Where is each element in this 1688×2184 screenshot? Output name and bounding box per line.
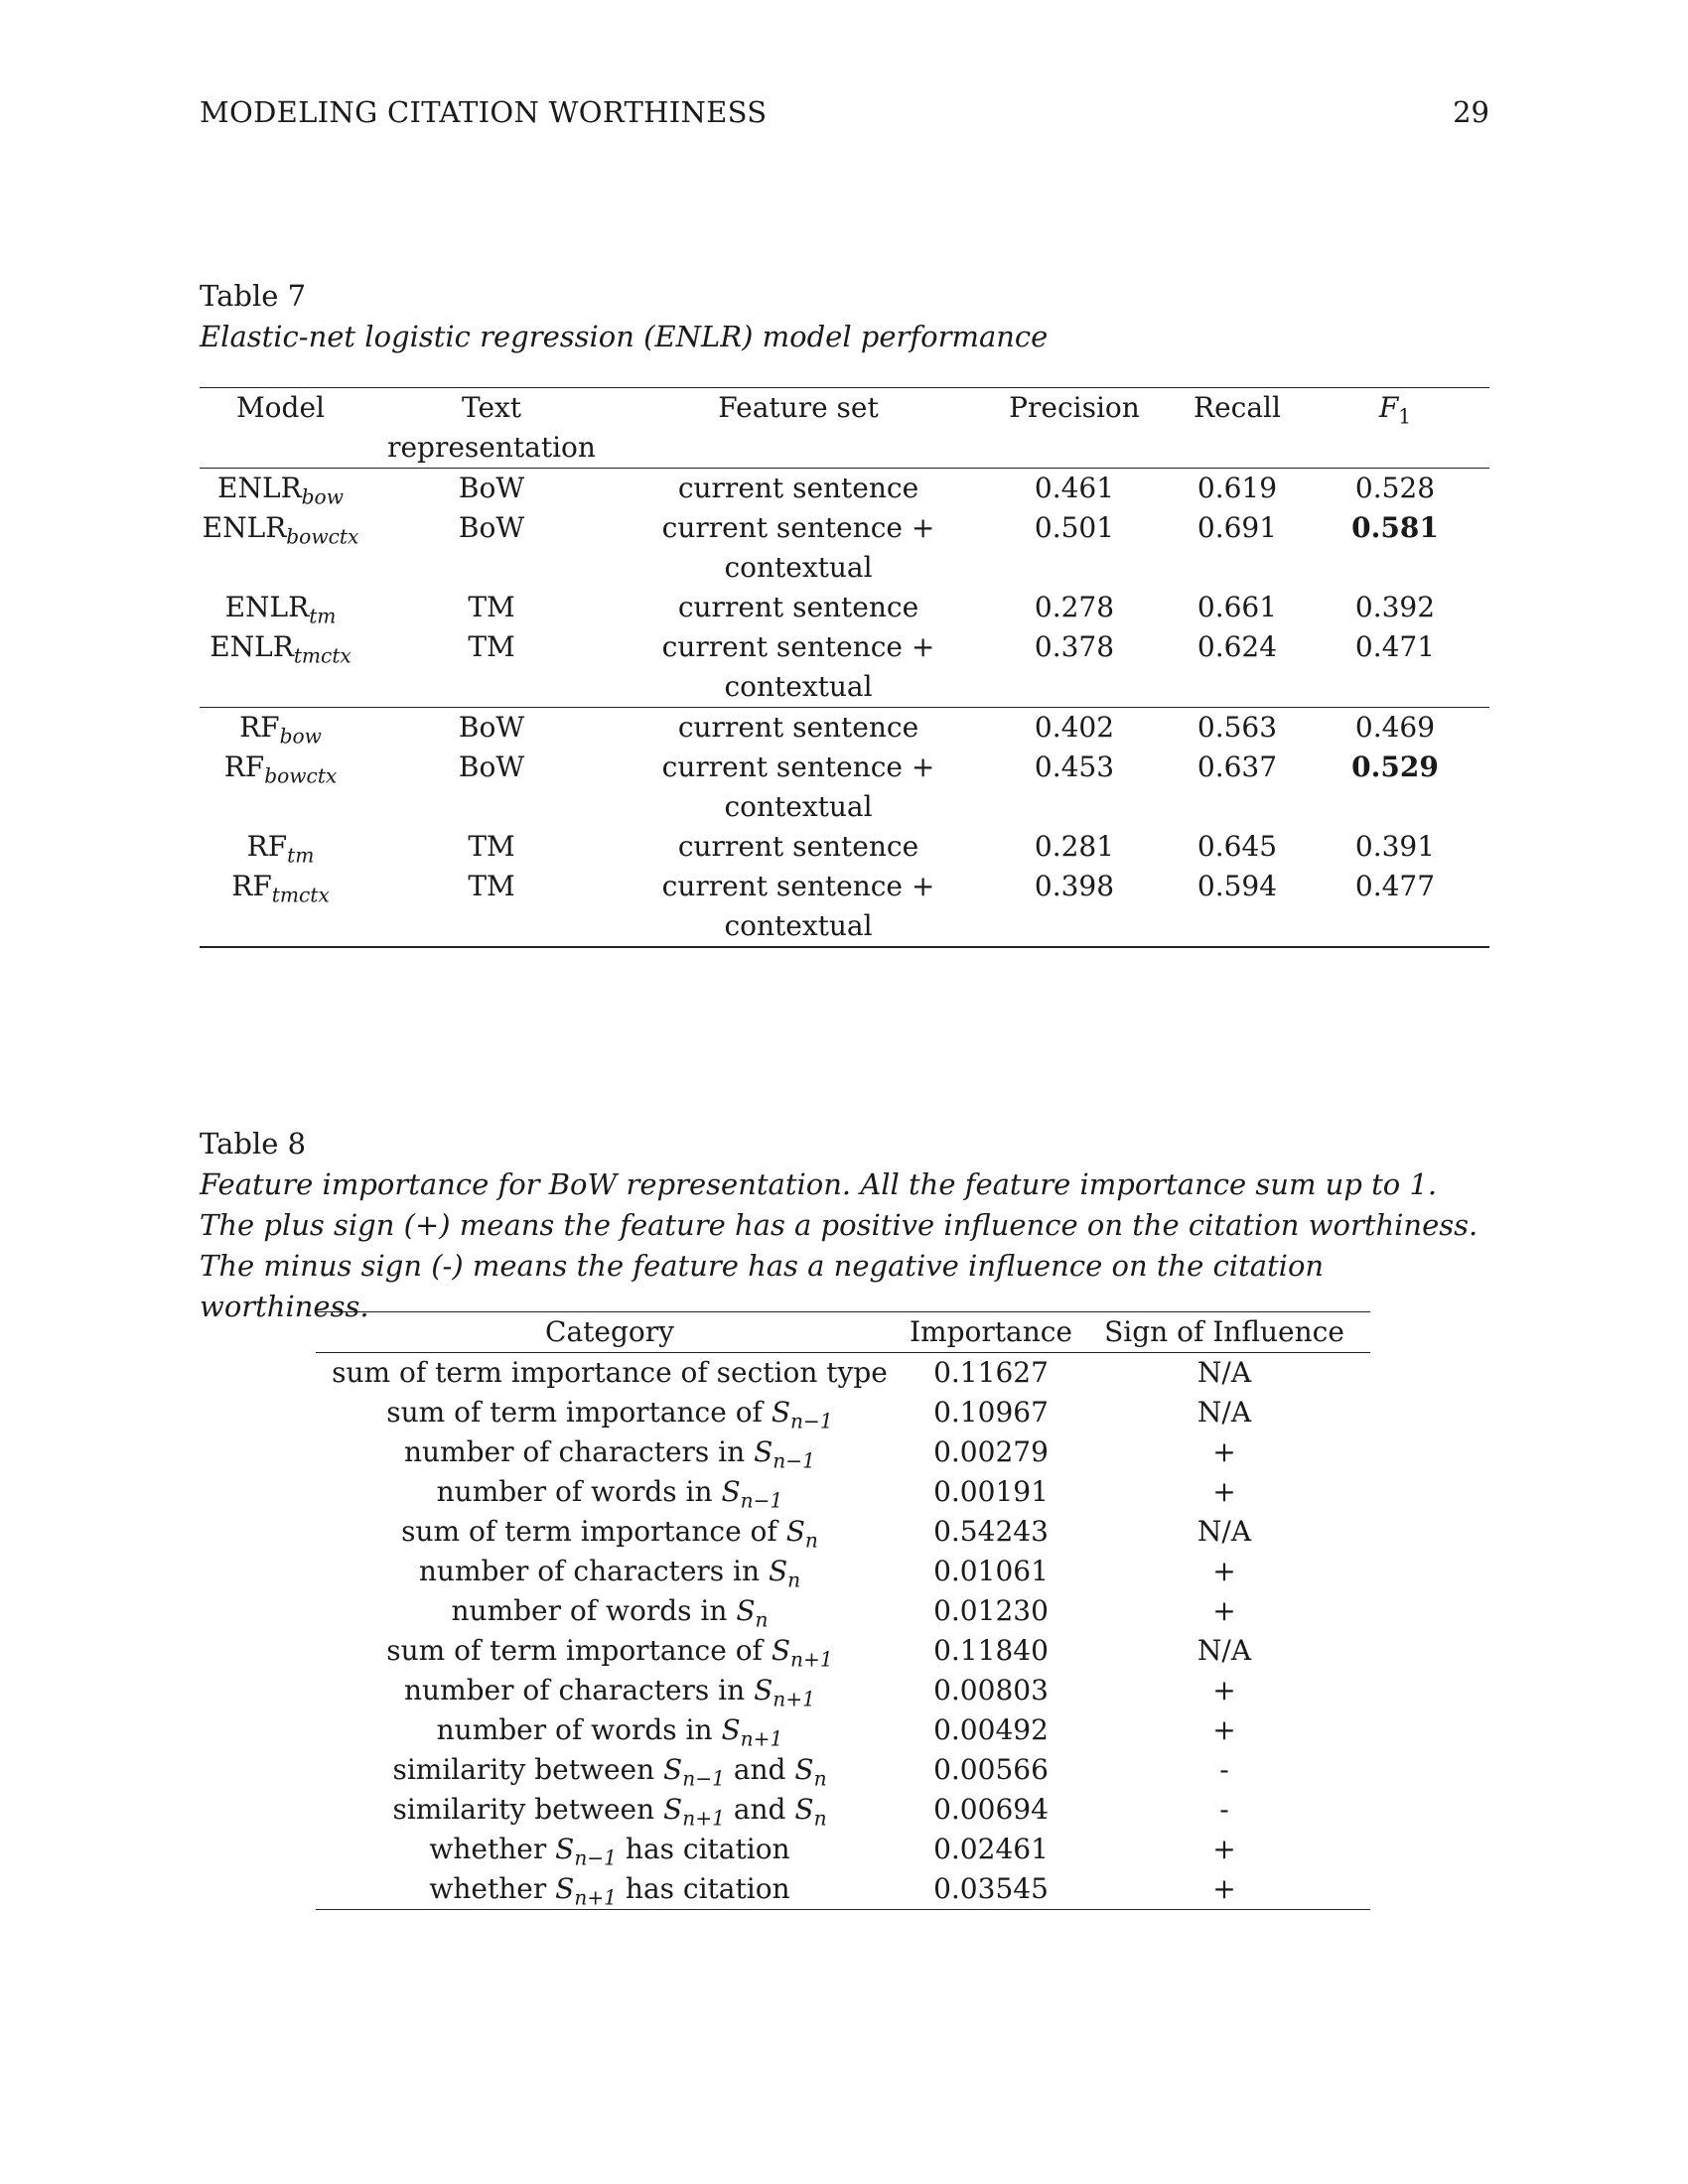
feature-set-line1: current sentence (677, 591, 919, 623)
importance-cell: 0.00566 (933, 1753, 1049, 1786)
feature-set-cell (622, 827, 975, 867)
table7-enlr-group (200, 469, 1489, 708)
precision-cell: 0.402 (975, 708, 1174, 749)
model-name: ENLR (224, 591, 310, 623)
category-text: sum of term importance of (386, 1634, 772, 1667)
recall-cell: 0.691 (1196, 511, 1278, 544)
f1-cell: 0.477 (1301, 867, 1489, 947)
table8-body (316, 1353, 1370, 1910)
sign-cell: N/A (1196, 1634, 1252, 1667)
category-cell (316, 1591, 904, 1631)
sign-cell: + (1078, 1869, 1370, 1910)
model-cell (200, 627, 361, 708)
sentence-symbol: S (663, 1793, 683, 1826)
text-representation-cell: BoW (361, 708, 622, 749)
category-cell (316, 1869, 904, 1910)
f1-cell: 0.391 (1354, 830, 1436, 863)
feature-set-cell (622, 469, 975, 509)
importance-cell: 0.11840 (933, 1634, 1049, 1667)
feature-set-cell (622, 748, 975, 827)
col-model: Model (200, 388, 361, 469)
table8-row (316, 1472, 1370, 1512)
category-cell (316, 1353, 904, 1394)
table8-row (316, 1790, 1370, 1830)
sentence-symbol: S (555, 1872, 575, 1905)
sign-cell: N/A (1196, 1515, 1252, 1548)
model-subscript: tm (309, 604, 337, 628)
sentence-subscript: n (804, 1528, 818, 1553)
feature-set-line1: current sentence + (661, 511, 935, 544)
col-precision: Precision (975, 388, 1174, 469)
category-cell (316, 1393, 904, 1433)
category-text: sum of term importance of (386, 1396, 772, 1429)
precision-cell: 0.278 (1034, 591, 1115, 623)
table8-row (316, 1393, 1370, 1433)
table7-caption (200, 276, 1490, 357)
model-cell (200, 469, 361, 509)
precision-cell: 0.461 (1034, 472, 1115, 504)
col-importance: Importance (904, 1312, 1078, 1353)
importance-cell: 0.02461 (933, 1833, 1049, 1865)
sentence-subscript: n (813, 1766, 827, 1791)
sign-cell: N/A (1196, 1396, 1252, 1429)
sentence-symbol: S (768, 1555, 788, 1587)
category-text: number of characters in (418, 1555, 769, 1587)
sentence-subscript: n+1 (773, 1687, 815, 1711)
model-name: RF (246, 830, 288, 863)
feature-set-line1: current sentence (677, 711, 919, 744)
text-representation-cell: BoW (458, 511, 525, 544)
category-cell (316, 1830, 904, 1869)
table7-row (200, 708, 1489, 749)
category-text-post: has citation (617, 1872, 790, 1905)
f1-cell: 0.528 (1354, 472, 1436, 504)
table8-row (316, 1710, 1370, 1750)
sentence-subscript: n−1 (682, 1766, 725, 1791)
table8-row (316, 1353, 1370, 1394)
category-text: sum of term importance of (401, 1515, 786, 1548)
category-text: number of characters in (404, 1435, 755, 1468)
sentence-subscript: n−1 (740, 1488, 783, 1513)
sentence-symbol: S (663, 1753, 683, 1786)
sign-cell: + (1212, 1833, 1236, 1865)
category-text-mid: and (724, 1753, 795, 1786)
sign-cell: + (1212, 1713, 1236, 1746)
sentence-symbol: S (794, 1753, 814, 1786)
feature-set-line1: current sentence + (661, 870, 935, 902)
col-f1 (1301, 388, 1489, 469)
sentence-symbol: S (785, 1515, 805, 1548)
feature-set-line1: current sentence + (661, 751, 935, 783)
model-name: ENLR (210, 630, 294, 663)
precision-cell: 0.453 (1034, 751, 1115, 783)
f1-cell: 0.529 (1351, 751, 1439, 783)
table8-row (316, 1830, 1370, 1869)
table8-row (316, 1750, 1370, 1790)
sentence-subscript: n+1 (574, 1885, 618, 1910)
running-head: MODELING CITATION WORTHINESS (200, 95, 768, 129)
category-text: number of words in (436, 1713, 722, 1746)
model-subscript: bow (301, 484, 344, 509)
sentence-subscript: n+1 (740, 1726, 783, 1751)
table8-row (316, 1869, 1370, 1910)
feature-set-line1: current sentence (677, 830, 919, 863)
importance-cell: 0.01061 (933, 1555, 1049, 1587)
table8-row (316, 1671, 1370, 1710)
category-cell (316, 1552, 904, 1591)
table8-row (316, 1433, 1370, 1472)
importance-cell: 0.00492 (933, 1713, 1049, 1746)
table7-row (200, 588, 1489, 627)
table7-title: Elastic-net logistic regression (ENLR) model performance (200, 320, 1049, 353)
text-representation-cell: BoW (458, 751, 525, 783)
sentence-symbol: S (771, 1634, 791, 1667)
sentence-symbol: S (754, 1435, 774, 1468)
model-name: RF (231, 870, 272, 902)
sentence-symbol: S (721, 1475, 741, 1508)
col-sign-of-influence: Sign of Influence (1078, 1312, 1370, 1353)
category-cell (316, 1433, 904, 1472)
model-cell (200, 508, 361, 588)
feature-set-cell (622, 508, 975, 588)
model-cell (200, 867, 361, 947)
text-representation-cell: TM (361, 867, 622, 947)
table7-row (200, 627, 1489, 708)
importance-cell: 0.11627 (933, 1356, 1049, 1389)
sentence-subscript: n−1 (773, 1448, 815, 1473)
category-text: similarity between (392, 1753, 664, 1786)
table8-row (316, 1591, 1370, 1631)
table8-row (316, 1552, 1370, 1591)
category-cell (316, 1790, 904, 1830)
precision-cell: 0.281 (1034, 830, 1115, 863)
category-cell (316, 1750, 904, 1790)
table7-row (200, 748, 1489, 827)
model-cell (200, 708, 361, 749)
importance-cell: 0.54243 (933, 1515, 1049, 1548)
table7-row (200, 827, 1489, 867)
table7-header-row (200, 388, 1489, 469)
importance-cell: 0.00803 (933, 1674, 1049, 1706)
col-feature-set: Feature set (622, 388, 975, 469)
feature-set-line2: contextual (724, 909, 873, 942)
model-subscript: tmctx (293, 643, 352, 668)
recall-cell: 0.594 (1174, 867, 1301, 947)
table8-row (316, 1512, 1370, 1552)
recall-cell: 0.624 (1196, 630, 1278, 663)
feature-set-line1: current sentence (677, 472, 919, 504)
model-subscript: tm (287, 843, 315, 868)
table7-row (200, 867, 1489, 947)
sign-cell: - (1219, 1793, 1229, 1826)
category-text-mid: and (724, 1793, 795, 1826)
importance-cell: 0.01230 (933, 1594, 1049, 1627)
importance-cell: 0.03545 (904, 1869, 1078, 1910)
text-representation-cell: TM (468, 630, 515, 663)
sentence-symbol: S (794, 1793, 814, 1826)
sign-cell: + (1212, 1475, 1236, 1508)
f1-cell: 0.471 (1354, 630, 1436, 663)
text-representation-cell: TM (468, 830, 515, 863)
model-cell (200, 588, 361, 627)
sign-cell: - (1219, 1753, 1229, 1786)
category-text: whether (429, 1833, 556, 1865)
col-f1-sub: 1 (1398, 404, 1412, 429)
sentence-symbol: S (721, 1713, 741, 1746)
recall-cell: 0.637 (1196, 751, 1278, 783)
col-f1-base: F (1378, 391, 1399, 424)
sign-cell: + (1212, 1555, 1236, 1587)
sentence-subscript: n−1 (574, 1845, 618, 1870)
page-number: 29 (1453, 95, 1489, 129)
model-cell (200, 827, 361, 867)
sentence-symbol: S (555, 1833, 575, 1865)
sentence-subscript: n (813, 1806, 827, 1831)
col-recall: Recall (1174, 388, 1301, 469)
recall-cell: 0.661 (1196, 591, 1278, 623)
f1-cell: 0.581 (1351, 511, 1439, 544)
feature-set-line2: contextual (724, 670, 873, 703)
sentence-symbol: S (754, 1674, 774, 1706)
sign-cell: N/A (1196, 1356, 1252, 1389)
table7-label: Table 7 (200, 279, 307, 313)
category-text-post: has citation (617, 1833, 790, 1865)
recall-cell: 0.619 (1196, 472, 1278, 504)
table7-row (200, 469, 1489, 509)
table8-label: Table 8 (200, 1127, 307, 1160)
col-text-line2: representation (387, 431, 596, 464)
table8-row (316, 1631, 1370, 1671)
feature-set-cell (622, 867, 975, 947)
sign-cell: + (1212, 1435, 1236, 1468)
col-text-representation (361, 388, 622, 469)
model-cell (200, 748, 361, 827)
category-cell (316, 1631, 904, 1671)
category-text: whether (429, 1872, 556, 1905)
model-subscript: bowctx (286, 524, 359, 549)
feature-set-line2: contextual (724, 551, 873, 584)
col-category: Category (316, 1312, 904, 1353)
sentence-subscript: n (787, 1568, 801, 1592)
category-cell (316, 1472, 904, 1512)
category-cell (316, 1671, 904, 1710)
sentence-symbol: S (771, 1396, 791, 1429)
category-text: number of characters in (404, 1674, 755, 1706)
model-name: RF (239, 711, 280, 744)
model-subscript: bow (279, 724, 322, 749)
f1-cell: 0.392 (1354, 591, 1436, 623)
feature-set-line1: current sentence + (661, 630, 935, 663)
precision-cell: 0.398 (975, 867, 1174, 947)
table8-header-row (316, 1312, 1370, 1353)
category-text: number of words in (436, 1475, 722, 1508)
table8-title: Feature importance for BoW representation. All the feature importance sum up to 1. The plus sign (+) means the feature has a positive influence on the citation worthiness. The minus sign (-) means the feature has a negative influence on the citation worthiness. (200, 1167, 1478, 1323)
feature-set-cell (622, 588, 975, 627)
table8 (316, 1311, 1370, 1910)
recall-cell: 0.645 (1196, 830, 1278, 863)
importance-cell: 0.00279 (933, 1435, 1049, 1468)
sentence-subscript: n+1 (790, 1647, 833, 1672)
precision-cell: 0.378 (1034, 630, 1115, 663)
table7 (200, 387, 1489, 948)
model-subscript: tmctx (271, 883, 330, 907)
importance-cell: 0.10967 (933, 1396, 1049, 1429)
category-text: number of words in (451, 1594, 737, 1627)
feature-set-cell (622, 708, 975, 749)
feature-set-cell (622, 627, 975, 708)
table7-row (200, 508, 1489, 588)
category-cell (316, 1512, 904, 1552)
sentence-symbol: S (736, 1594, 756, 1627)
category-cell (316, 1710, 904, 1750)
f1-cell: 0.469 (1301, 708, 1489, 749)
table7-rf-group (200, 708, 1489, 948)
feature-set-line2: contextual (724, 790, 873, 823)
model-subscript: bowctx (264, 763, 338, 788)
precision-cell: 0.501 (1034, 511, 1115, 544)
model-name: RF (223, 751, 265, 783)
sentence-subscript: n+1 (682, 1806, 725, 1831)
recall-cell: 0.563 (1174, 708, 1301, 749)
sentence-subscript: n−1 (790, 1409, 833, 1433)
col-text-line1: Text (461, 391, 522, 424)
model-name: ENLR (217, 472, 302, 504)
text-representation-cell: BoW (458, 472, 525, 504)
text-representation-cell: TM (468, 591, 515, 623)
importance-cell: 0.00694 (933, 1793, 1049, 1826)
importance-cell: 0.00191 (933, 1475, 1049, 1508)
sentence-subscript: n (755, 1607, 769, 1632)
table8-caption (200, 1124, 1490, 1327)
category-text: similarity between (392, 1793, 664, 1826)
category-text: sum of term importance of section type (332, 1356, 888, 1389)
model-name: ENLR (202, 511, 287, 544)
sign-cell: + (1212, 1674, 1236, 1706)
sign-cell: + (1212, 1594, 1236, 1627)
